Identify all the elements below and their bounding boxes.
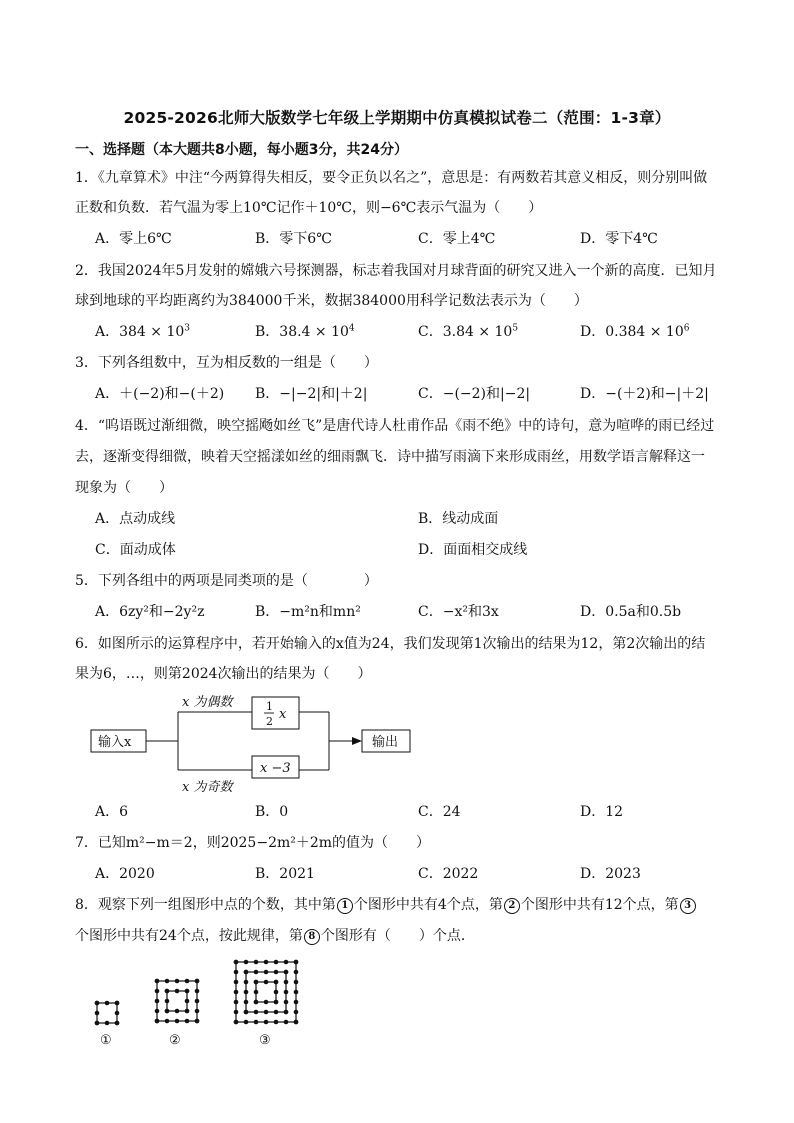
q2-option-b[interactable] xyxy=(255,321,355,341)
pattern-dot xyxy=(264,980,269,985)
q3-option-a[interactable]: A．＋(−2)和−(＋2) xyxy=(95,386,225,402)
q4-line1: 4．“呜语既过渐细微，映空摇飏如丝飞”是唐代诗人杜甫作品《雨不绝》中的诗句，意为喧哗的雨已经过 xyxy=(75,418,715,434)
pattern-dot xyxy=(274,980,279,985)
pattern-dot xyxy=(105,1021,110,1026)
pattern-dot xyxy=(284,990,289,995)
q2-option-c[interactable] xyxy=(418,321,518,341)
q4-line3: 现象为（ ） xyxy=(75,480,173,496)
q2-option-d-exp: 6 xyxy=(683,323,690,334)
pattern-dot xyxy=(95,1011,100,1016)
pattern-dot xyxy=(234,1010,239,1015)
q6-option-b[interactable]: B．0 xyxy=(255,804,289,820)
q7-option-c[interactable]: C．2022 xyxy=(418,866,479,882)
pattern-dot xyxy=(165,1009,170,1014)
pattern-dot xyxy=(244,960,249,965)
pattern-dot xyxy=(274,1000,279,1005)
q3-option-d[interactable]: D．−(＋2)和−|＋2| xyxy=(580,386,709,402)
pattern-dot xyxy=(195,1019,200,1024)
pattern-dot xyxy=(185,989,190,994)
pattern-dot xyxy=(195,1009,200,1014)
pattern-dot xyxy=(284,980,289,985)
pattern-dot xyxy=(294,1010,299,1015)
pattern-square xyxy=(246,972,286,1012)
q1-option-d[interactable]: D．零下4℃ xyxy=(580,231,658,247)
pattern-dot xyxy=(165,999,170,1004)
section-heading: 一、选择题（本大题共8小题，每小题3分，共24分） xyxy=(75,142,408,158)
pattern-dot xyxy=(105,1001,110,1006)
pattern-dot xyxy=(274,1020,279,1025)
flow-odd-label: x 为奇数 xyxy=(182,780,233,792)
pattern-dot xyxy=(274,960,279,965)
pattern-dot xyxy=(254,1020,259,1025)
flow-minus-label: x −3 xyxy=(260,761,291,776)
pattern-dot xyxy=(95,1001,100,1006)
pattern-dot xyxy=(254,960,259,965)
q2-line2: 球到地球的平均距离约为384000千米，数据384000用科学记数法表示为（ ） xyxy=(75,293,588,309)
pattern-dot xyxy=(234,1020,239,1025)
q5-option-b[interactable]: B．−m²n和mn² xyxy=(255,604,361,620)
pattern-dot xyxy=(294,980,299,985)
pattern-dot xyxy=(284,960,289,965)
q8-text-1c: 个图形中共有12个点，第 xyxy=(520,897,679,913)
q7-option-a[interactable]: A．2020 xyxy=(95,866,155,882)
pattern-dot xyxy=(175,989,180,994)
q4-option-b[interactable]: B．线动成面 xyxy=(418,511,499,527)
q2-option-d-text: D．0.384 × 10 xyxy=(580,324,684,340)
flow-even-label: x 为偶数 xyxy=(182,695,233,710)
pattern-dot xyxy=(274,990,279,995)
pattern-dot xyxy=(234,990,239,995)
pattern-dot xyxy=(294,970,299,975)
pattern-dot xyxy=(284,1010,289,1015)
pattern-dot xyxy=(165,979,170,984)
q8-text-1a: 8．观察下列一组图形中点的个数，其中第 xyxy=(75,897,336,913)
pattern-square xyxy=(157,981,197,1021)
flow-input-label: 输入x xyxy=(98,735,132,750)
page-title: 2025-2026北师大版数学七年级上学期期中仿真模拟试卷二（范围：1-3章） xyxy=(123,109,671,127)
pattern-dot xyxy=(185,1019,190,1024)
pattern-dot xyxy=(175,979,180,984)
pattern-dot xyxy=(185,979,190,984)
q4-option-d[interactable]: D．面面相交成线 xyxy=(418,542,528,558)
q3-option-c[interactable]: C．−(−2)和|−2| xyxy=(418,386,531,402)
q4-option-a[interactable]: A．点动成线 xyxy=(95,511,176,527)
pattern-dot xyxy=(115,1001,120,1006)
q5-option-c[interactable]: C．−x²和3x xyxy=(418,604,499,620)
pattern-square xyxy=(256,982,276,1002)
pattern-dot xyxy=(165,989,170,994)
pattern-dot xyxy=(175,1009,180,1014)
pattern-dot xyxy=(294,960,299,965)
figure-label-3: ③ xyxy=(259,1033,271,1048)
pattern-dot xyxy=(274,1010,279,1015)
pattern-dot xyxy=(244,1010,249,1015)
pattern-dot xyxy=(115,1011,120,1016)
pattern-dot xyxy=(195,999,200,1004)
pattern-dot xyxy=(254,1000,259,1005)
q1-line1: 1．《九章算术》中注“今两算得失相反，要令正负以名之”，意思是：有两数若其意义相反，则分别叫做 xyxy=(75,170,708,186)
pattern-dot xyxy=(155,1019,160,1024)
q1-option-c[interactable]: C．零上4℃ xyxy=(418,231,496,247)
flow-half-box xyxy=(252,697,299,729)
pattern-dot xyxy=(244,980,249,985)
q6-option-c[interactable]: C．24 xyxy=(418,804,461,820)
q2-option-d[interactable] xyxy=(580,321,689,341)
q6-line1: 6．如图所示的运算程序中，若开始输入的x值为24，我们发现第1次输出的结果为12，第2次输出的结 xyxy=(75,636,706,652)
figure-label-2: ② xyxy=(169,1033,181,1048)
pattern-dot xyxy=(284,1020,289,1025)
pattern-dot xyxy=(294,1020,299,1025)
q1-option-a[interactable]: A．零上6℃ xyxy=(95,231,172,247)
pattern-dot xyxy=(195,979,200,984)
q2-option-a[interactable] xyxy=(95,321,190,341)
pattern-dot xyxy=(185,999,190,1004)
pattern-dot xyxy=(155,1009,160,1014)
q5-option-a[interactable]: A．6zy²和−2y²z xyxy=(95,604,205,620)
q4-line2: 去，逐渐变得细微，映着天空摇漾如丝的细雨飘飞．诗中描写雨滴下来形成雨丝，用数学语言解释这一 xyxy=(75,449,705,465)
pattern-dot xyxy=(254,980,259,985)
pattern-dot xyxy=(264,1020,269,1025)
dot-pattern-shapes xyxy=(95,960,299,1026)
q5-line1: 5．下列各组中的两项是同类项的是（ ） xyxy=(75,573,378,589)
pattern-dot xyxy=(175,1019,180,1024)
pattern-dot xyxy=(185,1009,190,1014)
q2-line1: 2．我国2024年5月发射的嫦娥六号探测器，标志着我国对月球背面的研究又进入一个新的高度．已知月 xyxy=(75,263,717,279)
q8-text-2b: 个图形有（ ）个点． xyxy=(320,928,475,944)
pattern-dot xyxy=(244,1000,249,1005)
pattern-dot xyxy=(284,970,289,975)
pattern-dot xyxy=(294,1000,299,1005)
dot-pattern-figure xyxy=(85,952,315,1052)
q8-circle-3: 3 xyxy=(680,898,696,914)
pattern-dot xyxy=(234,980,239,985)
q2-option-b-exp: 4 xyxy=(348,323,355,334)
q8-circle-1: 1 xyxy=(337,898,353,914)
q1-option-b[interactable]: B．零下6℃ xyxy=(255,231,332,247)
flow-diagram xyxy=(90,692,420,792)
pattern-dot xyxy=(155,989,160,994)
pattern-square xyxy=(97,1003,117,1023)
pattern-dot xyxy=(254,970,259,975)
q8-text-1b: 个图形中共有4个点，第 xyxy=(353,897,503,913)
flow-half-var: x xyxy=(279,707,287,722)
q3-option-b[interactable]: B．−|−2|和|＋2| xyxy=(255,386,368,402)
pattern-dot xyxy=(234,960,239,965)
q2-option-a-exp: 3 xyxy=(184,323,191,334)
q8-line1 xyxy=(75,894,697,914)
pattern-dot xyxy=(115,1021,120,1026)
flow-half-num: 1 xyxy=(266,700,273,713)
pattern-dot xyxy=(264,970,269,975)
pattern-dot xyxy=(294,990,299,995)
pattern-dot xyxy=(95,1021,100,1026)
q2-option-c-exp: 5 xyxy=(512,323,519,334)
pattern-dot xyxy=(155,979,160,984)
q5-option-d[interactable]: D．0.5a和0.5b xyxy=(580,604,682,620)
q6-option-a[interactable]: A．6 xyxy=(95,804,129,820)
q7-line1: 7．已知m²−m＝2，则2025−2m²＋2m的值为（ ） xyxy=(75,835,431,851)
flow-output-label: 输出 xyxy=(372,735,399,750)
figure-label-1: ① xyxy=(100,1033,112,1048)
pattern-dot xyxy=(254,1010,259,1015)
flow-arrow-head xyxy=(352,737,362,745)
pattern-dot xyxy=(234,1000,239,1005)
pattern-dot xyxy=(165,1019,170,1024)
pattern-dot xyxy=(234,970,239,975)
q2-option-c-text: C．3.84 × 10 xyxy=(418,324,513,340)
q6-option-d[interactable]: D．12 xyxy=(580,804,624,820)
q1-line2: 正数和负数．若气温为零上10℃记作＋10℃，则−6℃表示气温为（ ） xyxy=(75,200,543,216)
pattern-dot xyxy=(274,970,279,975)
q2-option-b-text: B．38.4 × 10 xyxy=(255,324,349,340)
pattern-dot xyxy=(254,990,259,995)
pattern-dot xyxy=(244,970,249,975)
pattern-dot xyxy=(244,990,249,995)
pattern-dot xyxy=(195,989,200,994)
q8-circle-8: 8 xyxy=(304,929,320,945)
pattern-dot xyxy=(264,1010,269,1015)
q8-text-2a: 个图形中共有24个点，按此规律，第 xyxy=(75,928,303,944)
pattern-dot xyxy=(244,1020,249,1025)
pattern-dot xyxy=(284,1000,289,1005)
pattern-dot xyxy=(155,999,160,1004)
q2-option-a-text: A．384 × 10 xyxy=(95,324,185,340)
q3-line1: 3．下列各组数中，互为相反数的一组是（ ） xyxy=(75,355,378,371)
q7-option-d[interactable]: D．2023 xyxy=(580,866,641,882)
q7-option-b[interactable]: B．2021 xyxy=(255,866,315,882)
q4-option-c[interactable]: C．面动成体 xyxy=(95,542,176,558)
pattern-dot xyxy=(264,960,269,965)
pattern-square xyxy=(167,991,187,1011)
pattern-dot xyxy=(264,1000,269,1005)
q8-line2 xyxy=(75,925,475,945)
q8-circle-2: 2 xyxy=(504,898,520,914)
q6-line2: 果为6，…，则第2024次输出的结果为（ ） xyxy=(75,666,372,682)
flow-half-den: 2 xyxy=(266,715,273,728)
